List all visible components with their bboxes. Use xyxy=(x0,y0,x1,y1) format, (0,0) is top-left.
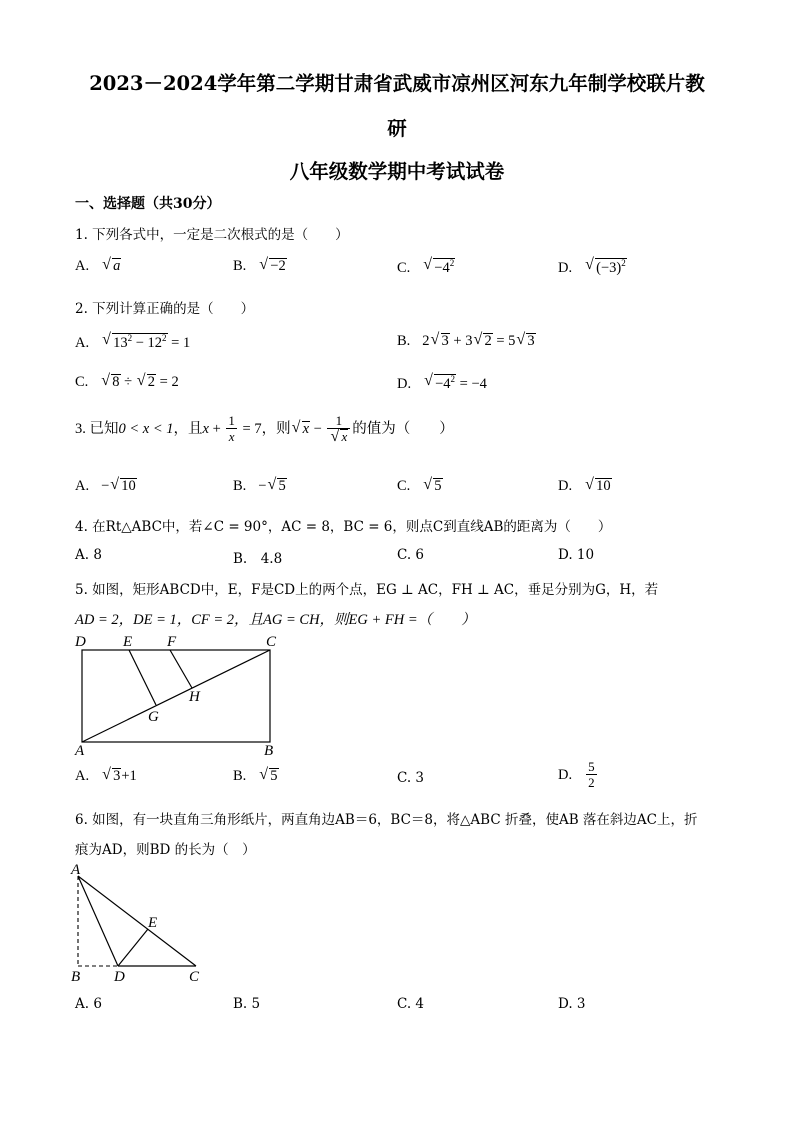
exponent: 2 xyxy=(621,258,626,268)
fraction xyxy=(586,760,597,791)
radicand: 3 xyxy=(441,333,449,349)
question-3-stem xyxy=(75,414,454,445)
option-label: B. xyxy=(233,258,247,274)
q5-option-b xyxy=(233,768,279,785)
term: 13 xyxy=(113,334,128,351)
segment-ad xyxy=(78,876,118,966)
option-label: B. xyxy=(397,333,411,349)
sqrt-symbol xyxy=(110,478,137,495)
option-label: D. xyxy=(558,766,573,783)
condition: 0 < x < 1 xyxy=(118,420,174,437)
denominator: x xyxy=(228,429,235,445)
numerator: 5 xyxy=(588,759,595,774)
q2-option-c xyxy=(75,374,179,391)
text: ，则 xyxy=(261,420,291,437)
sqrt-symbol xyxy=(424,374,456,393)
q4-option-b: B. 4.8 xyxy=(233,551,283,567)
numerator: 1 xyxy=(228,413,235,428)
label-f: F xyxy=(167,634,177,650)
radicand: −4 xyxy=(434,259,450,276)
option-label: C. xyxy=(397,478,411,494)
radicand: 2 xyxy=(484,333,492,349)
radicand: 3 xyxy=(527,333,535,349)
sqrt-symbol xyxy=(585,258,627,277)
exam-title-line-2: 研 xyxy=(387,117,407,140)
option-label: D. xyxy=(558,478,573,494)
q5-option-c: C. 3 xyxy=(397,770,425,786)
label-c: C xyxy=(266,634,277,650)
radicand: x xyxy=(341,429,348,445)
label-e: E xyxy=(123,634,133,650)
exponent: 2 xyxy=(450,374,456,384)
equation-result: = 7 xyxy=(238,420,262,437)
q4-option-d: D. 10 xyxy=(558,547,595,563)
exponent: 2 xyxy=(162,333,167,343)
question-4-stem: 4. 在Rt△ABC中，若∠C = 90°，AC = 8，BC = 6，则点C到直线AB的距离为（ ） xyxy=(75,519,612,535)
text: 的值为（ ） xyxy=(352,420,454,437)
sign: − xyxy=(258,478,267,494)
option-label: B. xyxy=(233,478,247,494)
term: − 12 xyxy=(132,334,163,351)
label-b: B xyxy=(264,743,274,759)
diagonal-ac xyxy=(82,650,270,742)
q3-option-c xyxy=(397,478,443,495)
label-a: A xyxy=(71,862,81,878)
sqrt-symbol xyxy=(473,333,492,350)
sqrt-symbol xyxy=(423,478,442,495)
result: = 1 xyxy=(167,334,191,351)
sqrt-symbol xyxy=(585,478,612,495)
segment-fh xyxy=(170,650,192,688)
radicand: 5 xyxy=(434,478,442,494)
section-heading-choice: 一、选择题（共30分） xyxy=(75,196,221,212)
denominator: 2 xyxy=(588,775,595,791)
segment-ac xyxy=(78,876,196,966)
fraction xyxy=(327,414,350,445)
sqrt-symbol xyxy=(137,374,156,391)
exponent: 2 xyxy=(449,258,455,268)
radicand: −4 xyxy=(435,375,451,392)
q6-option-a: A. 6 xyxy=(75,996,102,1012)
exponent: 2 xyxy=(127,333,133,343)
sqrt-symbol xyxy=(431,333,450,350)
operator: + xyxy=(208,420,225,437)
sign: − xyxy=(101,478,110,494)
radicand: 5 xyxy=(270,768,278,784)
q1-option-a xyxy=(75,258,121,275)
segment-de xyxy=(118,929,148,966)
segment-eg xyxy=(129,650,156,705)
sqrt-symbol xyxy=(330,429,348,445)
result: = −4 xyxy=(456,375,487,392)
sqrt-symbol xyxy=(267,478,286,495)
label-e: E xyxy=(148,915,158,931)
rectangle-figure xyxy=(70,630,290,760)
var: x xyxy=(202,420,209,437)
question-5-line-2: AD = 2，DE = 1，CF = 2，且AG = CH，则EG + FH =（ ） xyxy=(75,612,476,628)
sqrt-symbol xyxy=(102,258,121,275)
label-c: C xyxy=(189,969,200,985)
label-b: B xyxy=(71,969,81,985)
sqrt-symbol xyxy=(101,374,120,391)
radicand: 10 xyxy=(596,478,611,494)
q3-option-d xyxy=(558,478,612,495)
option-label: C. xyxy=(397,259,411,276)
sqrt-symbol xyxy=(292,421,310,438)
q6-option-b: B. 5 xyxy=(233,996,261,1012)
radicand: a xyxy=(113,258,121,274)
q2-option-b xyxy=(397,333,536,350)
sqrt-symbol xyxy=(259,768,278,785)
result: = 2 xyxy=(156,374,179,390)
question-1-stem: 1. 下列各式中，一定是二次根式的是（ ） xyxy=(75,227,349,243)
label-d: D xyxy=(114,969,125,985)
q6-option-d: D. 3 xyxy=(558,996,586,1012)
exam-title-line-3: 八年级数学期中考试试卷 xyxy=(289,160,505,183)
option-label: C. xyxy=(75,374,89,390)
q1-option-b xyxy=(233,258,287,275)
radicand: −2 xyxy=(270,258,286,274)
term: + 3 xyxy=(449,333,473,349)
result: = 5 xyxy=(492,333,516,349)
sqrt-symbol xyxy=(516,333,535,350)
q5-option-d xyxy=(558,760,599,791)
question-5-line-1: 5. 如图，矩形ABCD中，E，F是CD上的两个点，EG ⊥ AC，FH ⊥ AC，垂足分别为G，H，若 xyxy=(75,582,659,598)
option-label: B. xyxy=(233,768,247,784)
q3-option-b xyxy=(233,478,287,495)
label-g: G xyxy=(148,709,159,725)
label-d: D xyxy=(75,634,86,650)
q5-option-a xyxy=(75,768,137,785)
q1-option-d xyxy=(558,258,627,277)
q1-option-c xyxy=(397,258,455,277)
sqrt-symbol xyxy=(259,258,286,275)
q4-option-c: C. 6 xyxy=(397,547,425,563)
sqrt-symbol xyxy=(102,333,167,352)
label-h: H xyxy=(189,689,200,705)
label-a: A xyxy=(75,743,85,759)
radicand: 8 xyxy=(112,374,120,390)
option-label: D. xyxy=(558,259,573,276)
sqrt-symbol xyxy=(423,258,455,277)
q2-option-d xyxy=(397,374,487,393)
text: ，且 xyxy=(173,420,203,437)
question-6-line-1: 6. 如图，有一块直角三角形纸片，两直角边AB＝6，BC＝8，将△ABC 折叠，使AB 落在斜边AC上，折 xyxy=(75,812,698,828)
option-label: A. xyxy=(75,478,90,494)
q2-option-a xyxy=(75,333,190,352)
option-label: A. xyxy=(75,768,90,784)
radicand: x xyxy=(302,420,310,437)
exam-title-line-1: 2023－2024学年第二学期甘肃省武威市凉州区河东九年制学校联片教 xyxy=(89,72,705,95)
radicand: (−3) xyxy=(596,259,622,276)
option-label: D. xyxy=(397,375,412,392)
radicand: 5 xyxy=(278,478,286,494)
radicand: 10 xyxy=(121,478,136,494)
question-2-stem: 2. 下列计算正确的是（ ） xyxy=(75,301,255,317)
operator: − xyxy=(310,420,326,437)
option-label: A. xyxy=(75,334,90,351)
q4-option-a: A. 8 xyxy=(75,547,102,563)
option-label: A. xyxy=(75,258,90,274)
numerator: 1 xyxy=(327,414,350,429)
question-6-line-2: 痕为AD，则BD 的长为（ ） xyxy=(75,842,256,858)
radicand: 2 xyxy=(147,374,156,390)
fraction xyxy=(226,414,237,445)
operator: ÷ xyxy=(120,374,136,390)
q6-option-c: C. 4 xyxy=(397,996,425,1012)
text: 3. 已知 xyxy=(75,420,119,437)
term: +1 xyxy=(121,768,137,784)
triangle-figure xyxy=(68,862,218,987)
q3-option-a xyxy=(75,478,137,495)
sqrt-symbol xyxy=(102,768,121,785)
coef: 2 xyxy=(422,333,430,349)
radicand: 3 xyxy=(113,768,121,784)
